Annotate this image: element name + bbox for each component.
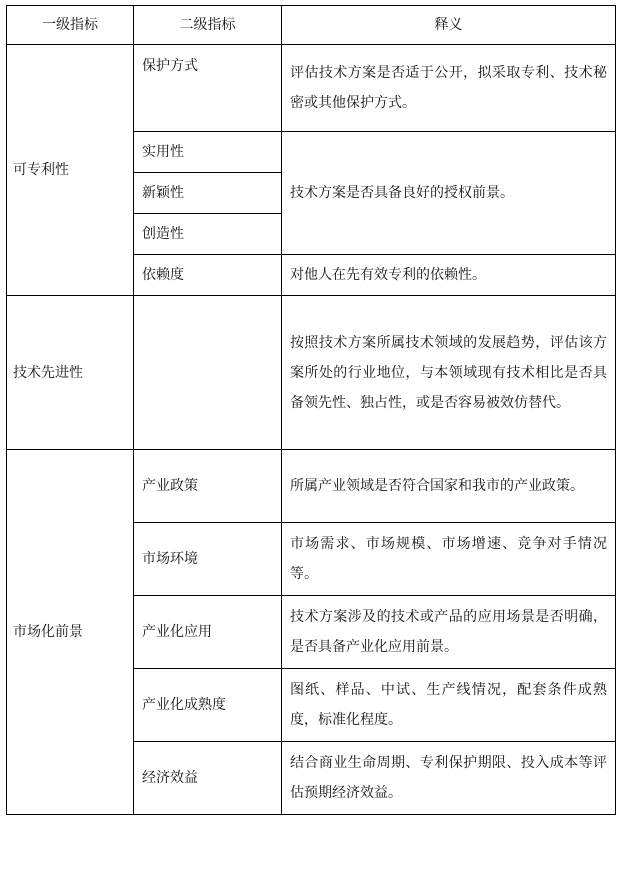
level2-cell <box>134 296 282 450</box>
level2-cell: 经济效益 <box>134 742 282 815</box>
header-level2: 二级指标 <box>134 6 282 45</box>
definition-cell: 按照技术方案所属技术领域的发展趋势，评估该方案所处的行业地位，与本领域现有技术相比是否具备领先性、独占性，或是否容易被效仿替代。 <box>282 296 616 450</box>
definition-cell: 结合商业生命周期、专利保护期限、投入成本等评估预期经济效益。 <box>282 742 616 815</box>
definition-cell: 技术方案涉及的技术或产品的应用场景是否明确，是否具备产业化应用前景。 <box>282 596 616 669</box>
definition-cell: 所属产业领域是否符合国家和我市的产业政策。 <box>282 450 616 523</box>
table-row <box>7 450 616 523</box>
definition-cell: 对他人在先有效专利的依赖性。 <box>282 255 616 296</box>
indicator-table <box>6 5 616 815</box>
level2-cell: 市场环境 <box>134 523 282 596</box>
definition-cell: 图纸、样品、中试、生产线情况，配套条件成熟度，标准化程度。 <box>282 669 616 742</box>
level2-cell: 实用性 <box>134 132 282 173</box>
definition-cell: 市场需求、市场规模、市场增速、竞争对手情况等。 <box>282 523 616 596</box>
level1-cell: 技术先进性 <box>7 296 134 450</box>
level1-cell: 可专利性 <box>7 45 134 296</box>
level2-cell: 新颖性 <box>134 173 282 214</box>
level2-cell: 依赖度 <box>134 255 282 296</box>
header-level1: 一级指标 <box>7 6 134 45</box>
definition-cell: 技术方案是否具备良好的授权前景。 <box>282 132 616 255</box>
level2-cell: 产业化成熟度 <box>134 669 282 742</box>
header-definition: 释义 <box>282 6 616 45</box>
level2-cell: 产业化应用 <box>134 596 282 669</box>
table-row <box>7 45 616 132</box>
definition-cell: 评估技术方案是否适于公开，拟采取专利、技术秘密或其他保护方式。 <box>282 45 616 132</box>
level1-cell: 市场化前景 <box>7 450 134 815</box>
level2-cell: 产业政策 <box>134 450 282 523</box>
table-row <box>7 296 616 450</box>
level2-cell: 创造性 <box>134 214 282 255</box>
level2-cell: 保护方式 <box>134 45 282 132</box>
header-row <box>7 6 616 45</box>
